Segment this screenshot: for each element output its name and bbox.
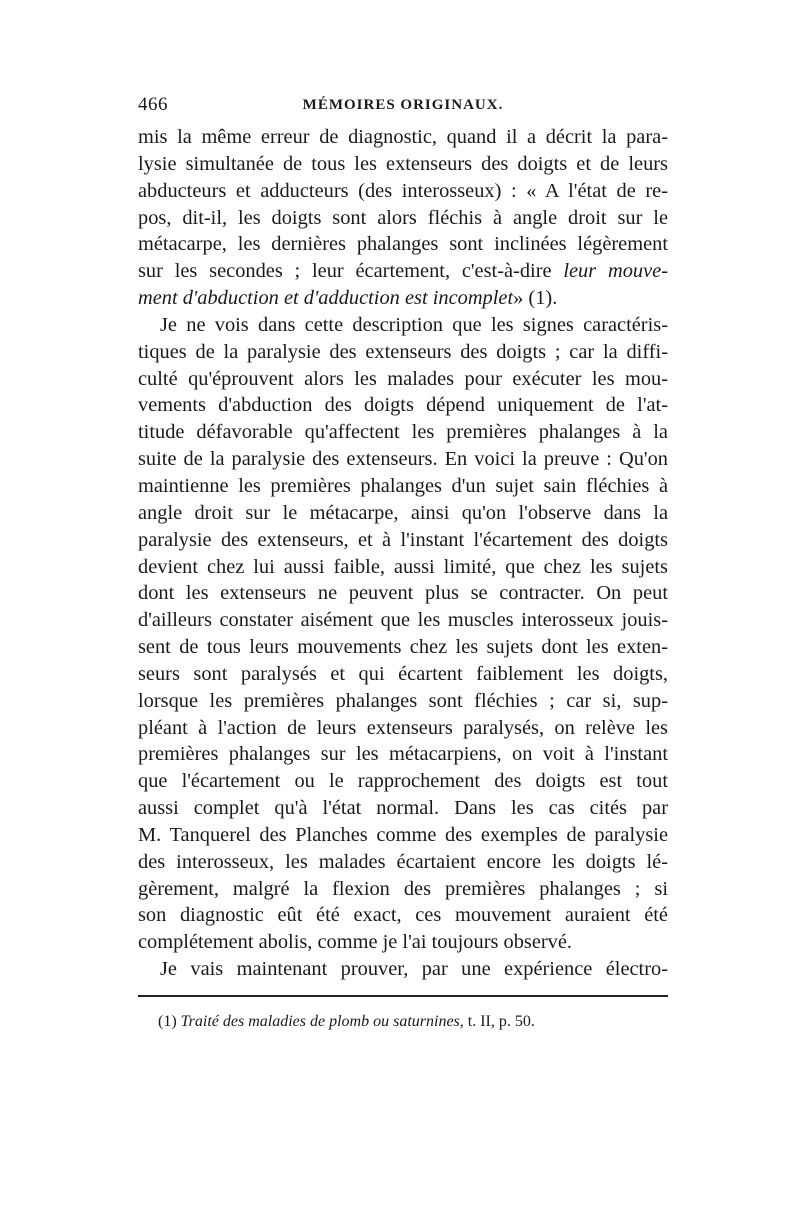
text-line: complétement abolis, comme je l'ai toujours observé. xyxy=(138,931,573,954)
text-line: Je vais maintenant prouver, par une expérience électro- xyxy=(160,958,668,981)
text-line: gèrement, malgré la flexion des premières phalanges ; si xyxy=(138,877,668,900)
page-number: 466 xyxy=(138,94,168,115)
text-line: d'ailleurs constater aisément que les muscles interosseux jouis- xyxy=(138,609,668,632)
footnote-title: Traité des maladies de plomb ou saturnines, xyxy=(180,1013,464,1030)
italic-quote: leur mouve- xyxy=(563,260,668,283)
text-line: vements d'abduction des doigts dépend uniquement de l'at- xyxy=(138,394,668,417)
text-line: seurs sont paralysés et qui écartent faiblement les doigts, xyxy=(138,662,668,685)
footnote xyxy=(138,1011,668,1033)
text-line: lysie simultanée de tous les extenseurs des doigts et de leurs xyxy=(138,152,668,175)
text-line: tiques de la paralysie des extenseurs des doigts ; car la diffi- xyxy=(138,340,668,363)
text-line: devient chez lui aussi faible, aussi limité, que chez les sujets xyxy=(138,555,668,578)
page xyxy=(138,94,668,1033)
text-line: culté qu'éprouvent alors les malades pour exécuter les mou- xyxy=(138,367,668,390)
text-line: suite de la paralysie des extenseurs. En voici la preuve : Qu'on xyxy=(138,448,668,471)
text-line: dont les extenseurs ne peuvent plus se contracter. On peut xyxy=(138,582,668,605)
text-line: Je ne vois dans cette description que les signes caractéris- xyxy=(160,313,668,336)
text-line: maintienne les premières phalanges d'un sujet sain fléchies à xyxy=(138,474,668,497)
text-line xyxy=(138,258,668,285)
text-line xyxy=(138,285,668,312)
footnote-rule xyxy=(138,995,668,997)
italic-quote: ment d'abduction et d'adduction est incomplet xyxy=(138,287,514,310)
text-line: que l'écartement ou le rapprochement des doigts est tout xyxy=(138,770,668,793)
text-line: sent de tous leurs mouvements chez les sujets dont les exten- xyxy=(138,636,668,659)
page-header xyxy=(138,94,668,122)
footnote-reference: t. II, p. 50. xyxy=(467,1013,535,1030)
text-line: titude défavorable qu'affectent les premières phalanges à la xyxy=(138,421,668,444)
text-line: paralysie des extenseurs, et à l'instant l'écartement des doigts xyxy=(138,528,668,551)
text-line: mis la même erreur de diagnostic, quand il a décrit la para- xyxy=(138,126,668,148)
text-segment: sur les secondes ; leur écartement, c'est-à-dire xyxy=(138,260,552,283)
text-line: métacarpe, les dernières phalanges sont inclinées légèrement xyxy=(138,233,668,256)
text-line: pléant à l'action de leurs extenseurs paralysés, on relève les xyxy=(138,716,668,739)
text-line: abducteurs et adducteurs (des interosseux) : « A l'état de re- xyxy=(138,179,668,202)
text-line: lorsque les premières phalanges sont fléchies ; car si, sup- xyxy=(138,689,668,712)
text-line: son diagnostic eût été exact, ces mouvement auraient été xyxy=(138,904,668,927)
footnote-marker: (1) xyxy=(158,1013,177,1030)
text-segment: » (1). xyxy=(513,287,558,310)
text-line: premières phalanges sur les métacarpiens, on voit à l'instant xyxy=(138,743,668,766)
text-line: angle droit sur le métacarpe, ainsi qu'on l'observe dans la xyxy=(138,501,668,524)
text-line: pos, dit-il, les doigts sont alors fléchis à angle droit sur le xyxy=(138,206,668,229)
running-head: MÉMOIRES ORIGINAUX. xyxy=(302,97,504,113)
body-text xyxy=(138,124,668,983)
text-line: M. Tanquerel des Planches comme des exemples de paralysie xyxy=(138,823,668,846)
text-line: aussi complet qu'à l'état normal. Dans les cas cités par xyxy=(138,797,668,820)
text-line: des interosseux, les malades écartaient encore les doigts lé- xyxy=(138,850,668,873)
